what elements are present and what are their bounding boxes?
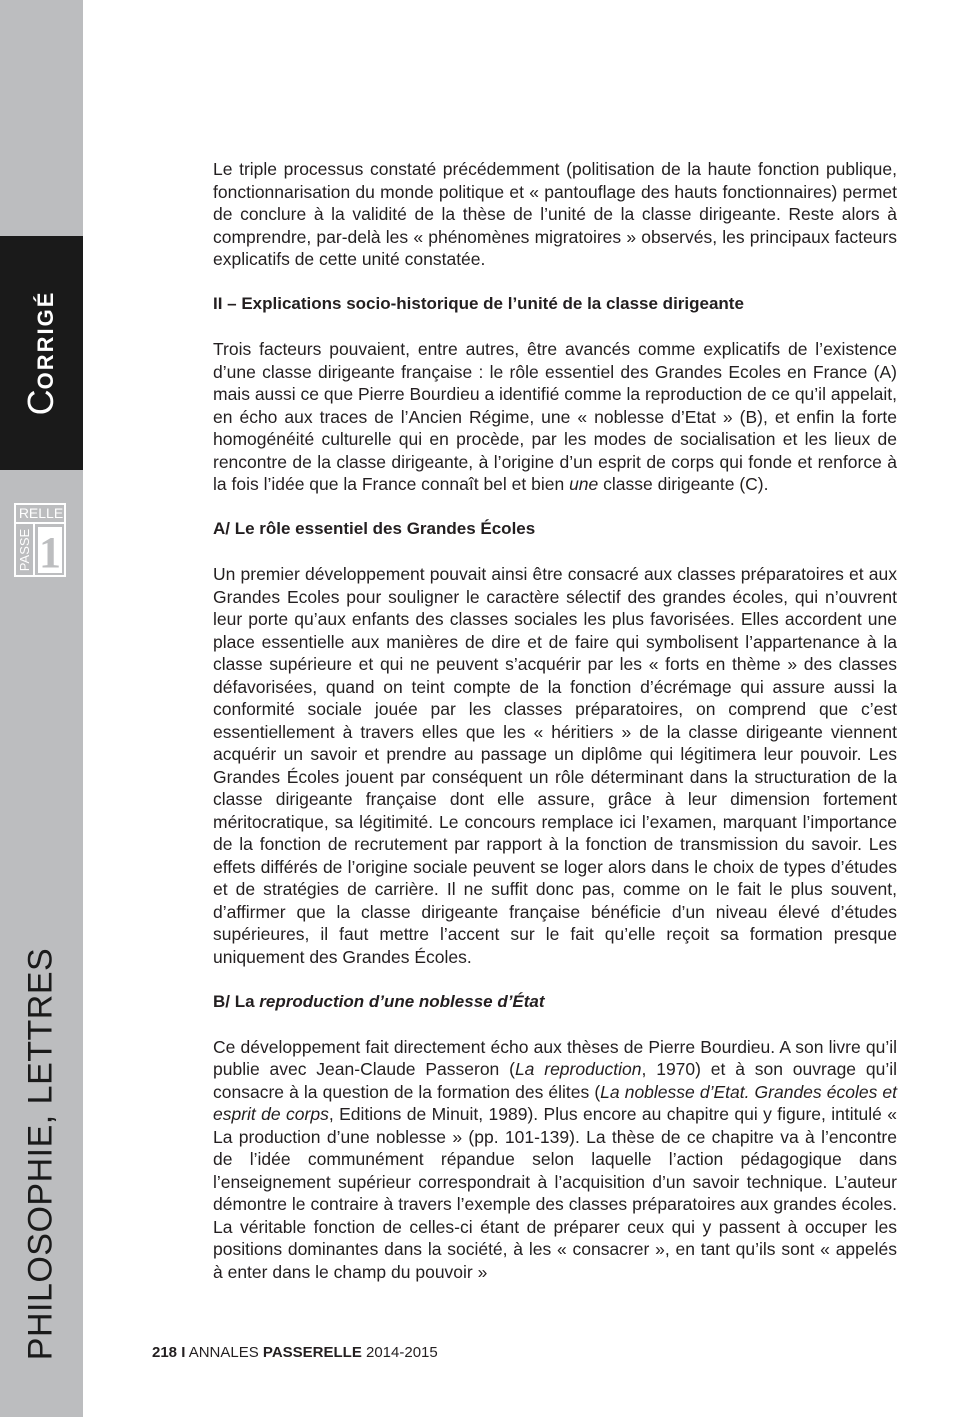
main-content: [213, 158, 897, 1283]
subsection-b-text-1: Ce développement fait directement écho aux thèses de Pierre Bourdieu. A son livre qu’il publie avec Jean-Claude Passeron (: [213, 1036, 897, 1079]
passerelle-logo: [14, 503, 66, 577]
subsection-b-paragraph: [213, 1036, 897, 1284]
section-2-heading: II – Explications socio-historique de l’unité de la classe dirigeante: [213, 294, 744, 313]
page-footer: [152, 1344, 438, 1361]
subsection-b-text-3: , Editions de Minuit, 1989). Plus encore au chapitre qui y figure, intitulé « La production d’une noblesse » (pp. 101-139). La thèse de ce chapitre va à l’encontre de l’idée communément répandue selon laquelle l’action pédagogique dans l’enseignement supérieur correspondrait à l’acquisition d’un savoir technique. L’auteur démontre le contraire à travers l’exemple des classes préparatoires aux grandes écoles. La véritable fonction de celles-ci étant de préparer ceux qui y passent à occuper les positions dominantes dans la société, à les « consacrer », en tant qu’ils sont « appelés à enter dans le champ du pouvoir »: [213, 1104, 897, 1282]
sidebar: [0, 0, 83, 1417]
subsection-a-heading: A/ Le rôle essentiel des Grandes Écoles: [213, 519, 536, 538]
page-number: 218: [152, 1344, 178, 1361]
subsection-b-text-2: , 1970) et à son ouvrage qu’il consacre à la question de la formation des élites (: [213, 1059, 897, 1102]
section-label: [20, 291, 62, 416]
intro-paragraph: Le triple processus constaté précédemment (politisation de la haute fonction publique, fonctionnarisation du monde politique et « pantouflage des hauts fonctionnaires) permet de conclure à la validité de la thèse de l’unité de la classe dirigeante. Reste alors à comprendre, par-delà les « phénomènes migratoires » observés, les principaux facteurs explicatifs de cette unité constatée.: [213, 159, 897, 269]
logo-text-side: PASSE: [17, 528, 32, 572]
section-label-initial: C: [20, 389, 61, 416]
section-label-rest: ORRIGÉ: [33, 290, 58, 390]
subsection-b-heading-plain: B/ La: [213, 991, 260, 1011]
subsection-a-paragraph: Un premier développement pouvait ainsi être consacré aux classes préparatoires et aux Grandes Ecoles pour souligner le caractère sélectif des grandes écoles, qui n’ouvrent leur porte qu’aux enfants des classes sociales les plus favorisées. Elles accordent une place essentielle aux manières de dire et de faire qui symbolisent l’appartenance à la classe supérieure et qui ne peuvent s’acquérir par les « forts en thème » des classes défavorisées, quand on teint compte de la fonction d’écrémage qui assure aussi la conformité sociale jouée par les classes préparatoires, on comprend que c’est essentiellement à travers elles que les « héritiers » de la classe dirigeante viennent acquérir un savoir et prendre au passage un diplôme qui légitimera leur pouvoir. Les Grandes Écoles jouent par conséquent un rôle déterminant dans la structuration de la classe dirigeante française dont elle assure, grâce à leur dimension fortement méritocratique, sa légitimité. Le concours remplace ici l’examen, marquant l’importance de la fonction de recrutement par rapport à la fonction de transmission du savoir. Les effets différés de l’origine sociale peuvent se loger alors dans le choix de types d’études et de stratégies de carrière. Il ne suffit donc pas, comme on le fait le plus souvent, d’affirmer que la classe dirigeante française bénéficie d’un niveau élevé d’études supérieures, il faut mettre l’accent sur le fait qu’elle reçoit sa formation presque uniquement des Grandes Écoles.: [213, 564, 897, 967]
book-title-reproduction: La reproduction: [514, 1059, 642, 1079]
section-2-paragraph: [213, 338, 897, 496]
subsection-b-heading: [213, 991, 897, 1014]
logo-text-number: 1: [39, 528, 61, 577]
footer-label: ANNALES: [188, 1344, 259, 1361]
logo-text-top: RELLE: [18, 505, 64, 521]
subsection-b-heading-italic: reproduction d’une noblesse d’État: [259, 991, 545, 1011]
subject-label: PHILOSOPHIE, LETTRES: [21, 947, 60, 1361]
section-2-emphasis: une: [569, 474, 599, 494]
book-title-noblesse: La noblesse d’Etat. Grandes écoles et esprit de corps: [213, 1081, 897, 1124]
footer-brand: PASSERELLE: [262, 1344, 362, 1361]
footer-years: 2014-2015: [366, 1344, 438, 1361]
section-2-text-end: classe dirigeante (C).: [598, 474, 769, 494]
section-2-text: Trois facteurs pouvaient, entre autres, être avancés comme explicatifs de l’existence d’une classe dirigeante française : le rôle essentiel des Grandes Ecoles en France (A) mais aussi ce que Pierre Bourdieu a identifié comme la reproduction de ce qu’il appelait, en écho aux traces de l’Ancien Régime, une « noblesse d’Etat » (B), et enfin la forte homogénéité culturelle qui en procède, par les modes de socialisation et les lieux de rencontre de la classe dirigeante, à l’origine d’un esprit de corps qui fonde et renforce à la fois l’idée que la France connaît bel et bien: [213, 339, 897, 494]
footer-separator: I: [181, 1344, 186, 1361]
